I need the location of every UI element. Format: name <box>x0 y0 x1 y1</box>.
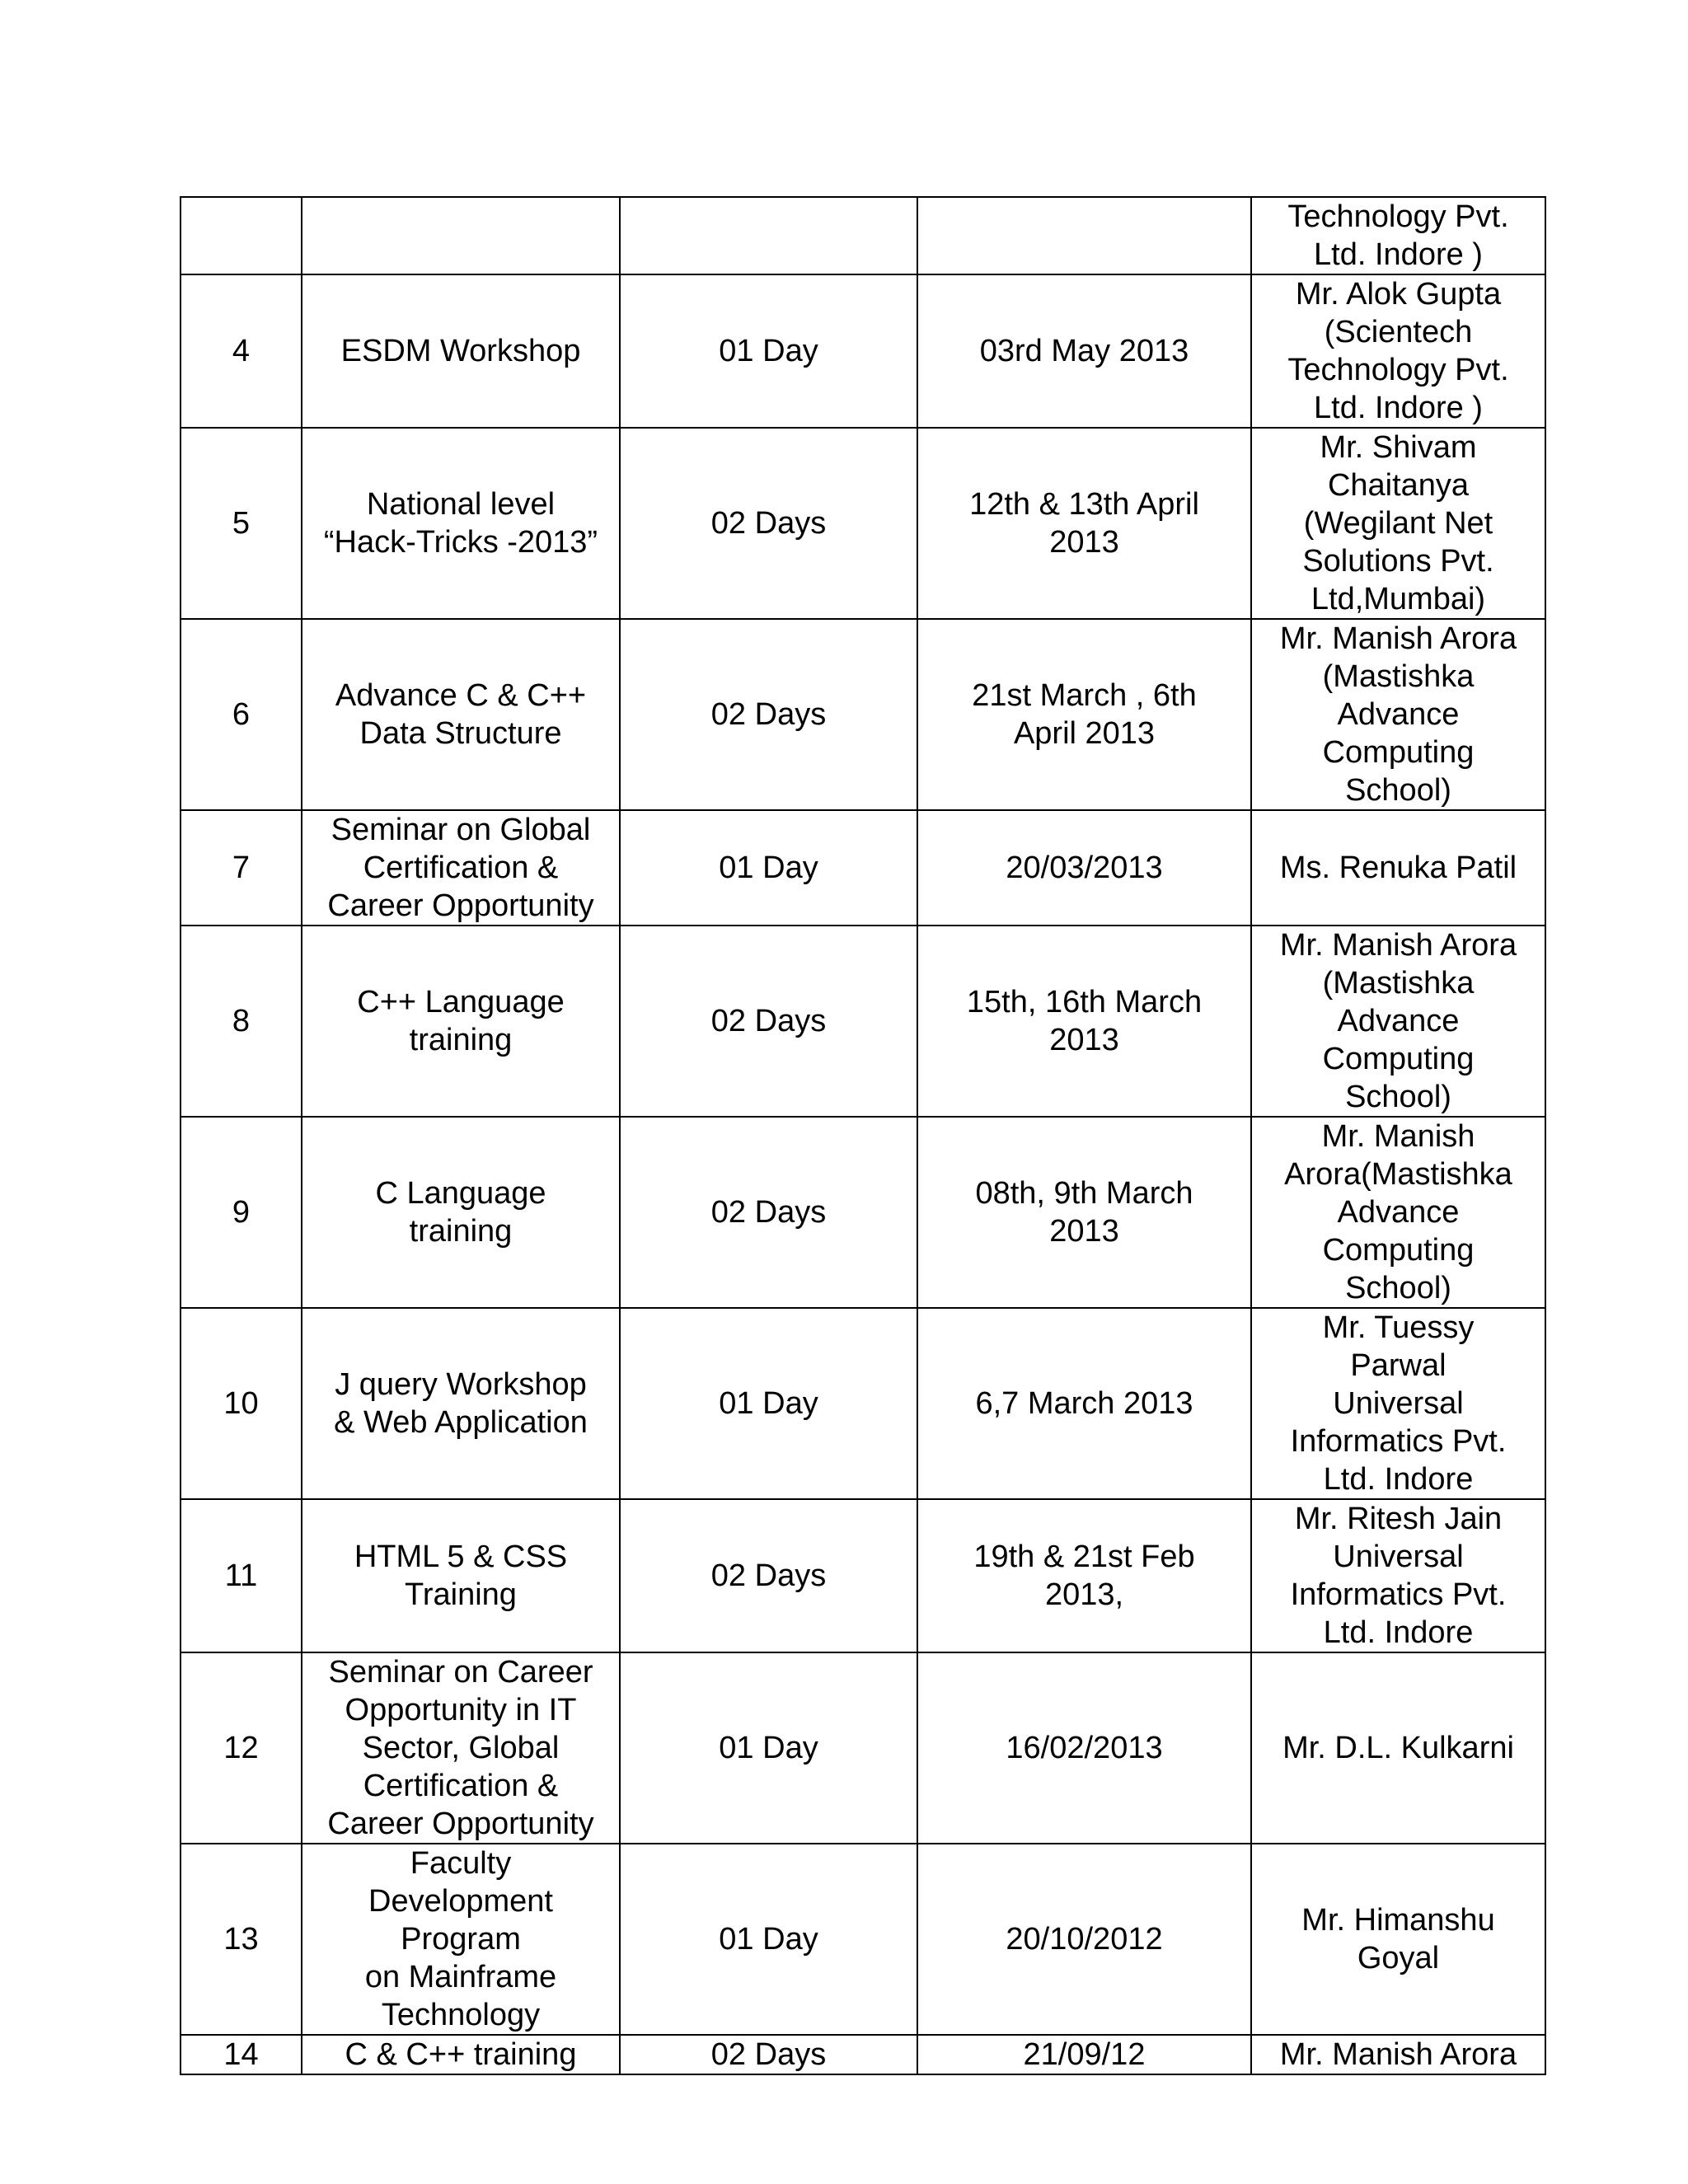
duration-cell <box>620 274 917 428</box>
resource-person-cell-line: Mr. Manish Arora <box>1279 2037 1517 2072</box>
duration-cell <box>620 1844 917 2035</box>
serial-number-cell <box>181 274 302 428</box>
date-cell <box>917 1652 1251 1844</box>
resource-person-cell-line: (Mastishka <box>1322 966 1475 1001</box>
program-name-cell-line: J query Workshop <box>335 1367 587 1402</box>
duration-cell-text: 02 Days <box>710 1195 827 1230</box>
resource-person-cell-line: Ms. Renuka Patil <box>1279 851 1517 885</box>
program-name-cell-line: Program <box>401 1922 521 1957</box>
duration-cell <box>620 926 917 1117</box>
resource-person-cell-line: Technology Pvt. <box>1287 199 1509 234</box>
date-cell-line: 19th & 21st Feb <box>973 1540 1195 1574</box>
resource-person-cell-line: (Wegilant Net <box>1303 506 1493 541</box>
duration-cell-text: 01 Day <box>719 1386 818 1421</box>
resource-person-cell-line: Ltd. Indore ) <box>1314 237 1483 272</box>
duration-cell-text: 01 Day <box>719 334 818 368</box>
date-cell-line: 2013 <box>1049 1023 1119 1057</box>
resource-person-cell <box>1251 1308 1545 1499</box>
program-name-cell <box>302 428 620 619</box>
duration-cell <box>620 1117 917 1308</box>
resource-person-cell <box>1251 1499 1545 1652</box>
date-cell-line: 03rd May 2013 <box>979 334 1189 368</box>
date-cell <box>917 2035 1251 2074</box>
table-body <box>181 197 1545 2074</box>
date-cell-line: 15th, 16th March <box>966 985 1203 1019</box>
table-row <box>181 1308 1545 1499</box>
resource-person-cell-line: Advance <box>1337 1195 1460 1230</box>
resource-person-cell-line: Mr. D.L. Kulkarni <box>1282 1731 1514 1765</box>
resource-person-cell-line: Ltd. Indore <box>1323 1462 1474 1497</box>
program-name-cell-line: C Language <box>375 1176 546 1211</box>
program-name-cell <box>302 926 620 1117</box>
serial-number-cell-text: 10 <box>223 1386 259 1421</box>
duration-cell <box>620 428 917 619</box>
serial-number-cell-text: 14 <box>223 2037 259 2072</box>
resource-person-cell <box>1251 1652 1545 1844</box>
serial-number-cell-text: 6 <box>232 697 251 732</box>
program-name-cell <box>302 1844 620 2035</box>
resource-person-cell-line: Advance <box>1337 697 1460 732</box>
duration-cell-text: 02 Days <box>710 1558 827 1593</box>
resource-person-cell-line: Solutions Pvt. <box>1302 544 1494 579</box>
program-name-cell-line: Faculty <box>410 1846 512 1881</box>
program-name-cell-line: Training <box>405 1577 517 1612</box>
serial-number-cell-text: 9 <box>232 1195 251 1230</box>
serial-number-cell <box>181 619 302 810</box>
resource-person-cell-line: School) <box>1345 1080 1451 1114</box>
resource-person-cell <box>1251 1844 1545 2035</box>
resource-person-cell <box>1251 1117 1545 1308</box>
program-name-cell-line: C++ Language <box>357 985 565 1019</box>
date-cell <box>917 274 1251 428</box>
serial-number-cell <box>181 1308 302 1499</box>
duration-cell <box>620 619 917 810</box>
duration-cell-text: 02 Days <box>710 697 827 732</box>
duration-cell <box>620 1652 917 1844</box>
table-row <box>181 1499 1545 1652</box>
table-row <box>181 1652 1545 1844</box>
serial-number-cell <box>181 1499 302 1652</box>
program-name-cell-line: Seminar on Career <box>328 1655 593 1690</box>
table-row <box>181 1844 1545 2035</box>
table-row <box>181 619 1545 810</box>
serial-number-cell <box>181 810 302 926</box>
duration-cell-text: 02 Days <box>710 1004 827 1038</box>
serial-number-cell-text: 11 <box>224 1558 258 1593</box>
events-table <box>180 196 1546 2075</box>
serial-number-cell-text: 12 <box>223 1731 259 1765</box>
resource-person-cell-line: Mr. Tuessy <box>1322 1310 1475 1345</box>
resource-person-cell-line: Informatics Pvt. <box>1290 1577 1507 1612</box>
program-name-cell-line: training <box>409 1023 513 1057</box>
program-name-cell <box>302 1117 620 1308</box>
duration-cell-text: 01 Day <box>719 851 818 885</box>
resource-person-cell-line: School) <box>1345 1271 1451 1305</box>
program-name-cell-line: on Mainframe <box>364 1960 557 1994</box>
duration-cell-text: 01 Day <box>719 1922 818 1957</box>
program-name-cell <box>302 1652 620 1844</box>
resource-person-cell-line: (Mastishka <box>1322 659 1475 694</box>
serial-number-cell-text: 8 <box>232 1004 251 1038</box>
resource-person-cell-line: Advance <box>1337 1004 1460 1038</box>
serial-number-cell <box>181 926 302 1117</box>
resource-person-cell <box>1251 274 1545 428</box>
resource-person-cell-line: Mr. Manish Arora <box>1279 928 1517 963</box>
date-cell-line: 12th & 13th April <box>969 487 1199 522</box>
resource-person-cell-line: Mr. Manish <box>1321 1119 1475 1154</box>
duration-cell-text: 02 Days <box>710 2037 827 2072</box>
resource-person-cell-line: Mr. Ritesh Jain <box>1294 1502 1503 1536</box>
date-cell-line: 2013 <box>1049 525 1119 560</box>
date-cell-line: 20/03/2013 <box>1006 851 1163 885</box>
program-name-cell-line: Sector, Global <box>362 1731 560 1765</box>
resource-person-cell-line: Computing <box>1322 1042 1475 1076</box>
resource-person-cell-line: Universal <box>1333 1386 1464 1421</box>
date-cell <box>917 428 1251 619</box>
resource-person-cell-line: Mr. Himanshu <box>1301 1903 1495 1938</box>
resource-person-cell <box>1251 197 1545 274</box>
serial-number-cell <box>181 2035 302 2074</box>
program-name-cell-line: Data Structure <box>359 716 562 751</box>
table-row <box>181 1117 1545 1308</box>
date-cell <box>917 197 1251 274</box>
program-name-cell-line: Career Opportunity <box>327 888 594 923</box>
resource-person-cell-line: Mr. Manish Arora <box>1279 621 1517 656</box>
resource-person-cell-line: Computing <box>1322 735 1475 770</box>
table-row <box>181 926 1545 1117</box>
program-name-cell-line: Seminar on Global <box>331 813 591 847</box>
resource-person-cell-line: Informatics Pvt. <box>1290 1424 1507 1459</box>
date-cell <box>917 926 1251 1117</box>
serial-number-cell <box>181 428 302 619</box>
resource-person-cell-line: Parwal <box>1350 1348 1447 1383</box>
date-cell-line: 20/10/2012 <box>1006 1922 1163 1957</box>
date-cell <box>917 810 1251 926</box>
program-name-cell-line: “Hack-Tricks -2013” <box>323 525 598 560</box>
program-name-cell-line: Career Opportunity <box>327 1807 594 1841</box>
date-cell <box>917 619 1251 810</box>
duration-cell <box>620 810 917 926</box>
date-cell <box>917 1844 1251 2035</box>
date-cell-line: April 2013 <box>1013 716 1156 751</box>
duration-cell <box>620 197 917 274</box>
table-row <box>181 810 1545 926</box>
program-name-cell <box>302 810 620 926</box>
resource-person-cell-line: Chaitanya <box>1327 468 1470 503</box>
resource-person-cell-line: Ltd. Indore ) <box>1314 391 1483 425</box>
resource-person-cell-line: Universal <box>1333 1540 1464 1574</box>
table-row <box>181 428 1545 619</box>
date-cell-line: 2013 <box>1049 1214 1119 1249</box>
program-name-cell <box>302 197 620 274</box>
program-name-cell-line: C & C++ training <box>345 2037 577 2072</box>
resource-person-cell-line: Arora(Mastishka <box>1284 1157 1512 1192</box>
program-name-cell <box>302 619 620 810</box>
duration-cell <box>620 2035 917 2074</box>
serial-number-cell-text: 13 <box>223 1922 259 1957</box>
program-name-cell-line: Technology <box>381 1998 541 2032</box>
resource-person-cell-line: Ltd,Mumbai) <box>1311 582 1486 616</box>
table-row <box>181 274 1545 428</box>
duration-cell-text: 01 Day <box>719 1731 818 1765</box>
program-name-cell <box>302 1499 620 1652</box>
program-name-cell-line: National level <box>366 487 556 522</box>
resource-person-cell-line: Mr. Alok Gupta <box>1295 277 1502 312</box>
date-cell-line: 2013, <box>1044 1577 1124 1612</box>
serial-number-cell <box>181 197 302 274</box>
duration-cell <box>620 1499 917 1652</box>
program-name-cell-line: training <box>409 1214 513 1249</box>
serial-number-cell-text: 5 <box>232 506 251 541</box>
date-cell <box>917 1499 1251 1652</box>
resource-person-cell-line: Technology Pvt. <box>1287 353 1509 387</box>
resource-person-cell-line: Goyal <box>1357 1941 1440 1975</box>
serial-number-cell <box>181 1117 302 1308</box>
resource-person-cell <box>1251 619 1545 810</box>
resource-person-cell <box>1251 810 1545 926</box>
program-name-cell-line: Advance C & C++ <box>335 678 587 713</box>
resource-person-cell <box>1251 926 1545 1117</box>
program-name-cell <box>302 2035 620 2074</box>
serial-number-cell-text: 4 <box>232 334 251 368</box>
resource-person-cell <box>1251 428 1545 619</box>
resource-person-cell <box>1251 2035 1545 2074</box>
program-name-cell-line: Opportunity in IT <box>345 1693 577 1727</box>
duration-cell <box>620 1308 917 1499</box>
date-cell-line: 21st March , 6th <box>972 678 1197 713</box>
program-name-cell-line: Development <box>368 1884 553 1919</box>
resource-person-cell-line: Mr. Shivam <box>1320 430 1477 465</box>
date-cell-line: 21/09/12 <box>1023 2037 1146 2072</box>
date-cell <box>917 1308 1251 1499</box>
date-cell-line: 6,7 March 2013 <box>975 1386 1193 1421</box>
resource-person-cell-line: School) <box>1345 773 1451 808</box>
program-name-cell-line: ESDM Workshop <box>340 334 581 368</box>
serial-number-cell <box>181 1652 302 1844</box>
resource-person-cell-line: (Scientech <box>1324 315 1473 349</box>
table-row <box>181 2035 1545 2074</box>
program-name-cell-line: & Web Application <box>334 1405 588 1440</box>
date-cell-line: 08th, 9th March <box>975 1176 1193 1211</box>
resource-person-cell-line: Computing <box>1322 1233 1475 1268</box>
duration-cell-text: 02 Days <box>710 506 827 541</box>
serial-number-cell-text: 7 <box>232 851 251 885</box>
program-name-cell <box>302 274 620 428</box>
program-name-cell-line: Certification & <box>363 1769 559 1803</box>
program-name-cell-line: HTML 5 & CSS <box>354 1540 568 1574</box>
date-cell <box>917 1117 1251 1308</box>
table-row <box>181 197 1545 274</box>
date-cell-line: 16/02/2013 <box>1006 1731 1163 1765</box>
program-name-cell-line: Certification & <box>363 851 559 885</box>
serial-number-cell <box>181 1844 302 2035</box>
program-name-cell <box>302 1308 620 1499</box>
resource-person-cell-line: Ltd. Indore <box>1323 1615 1474 1650</box>
